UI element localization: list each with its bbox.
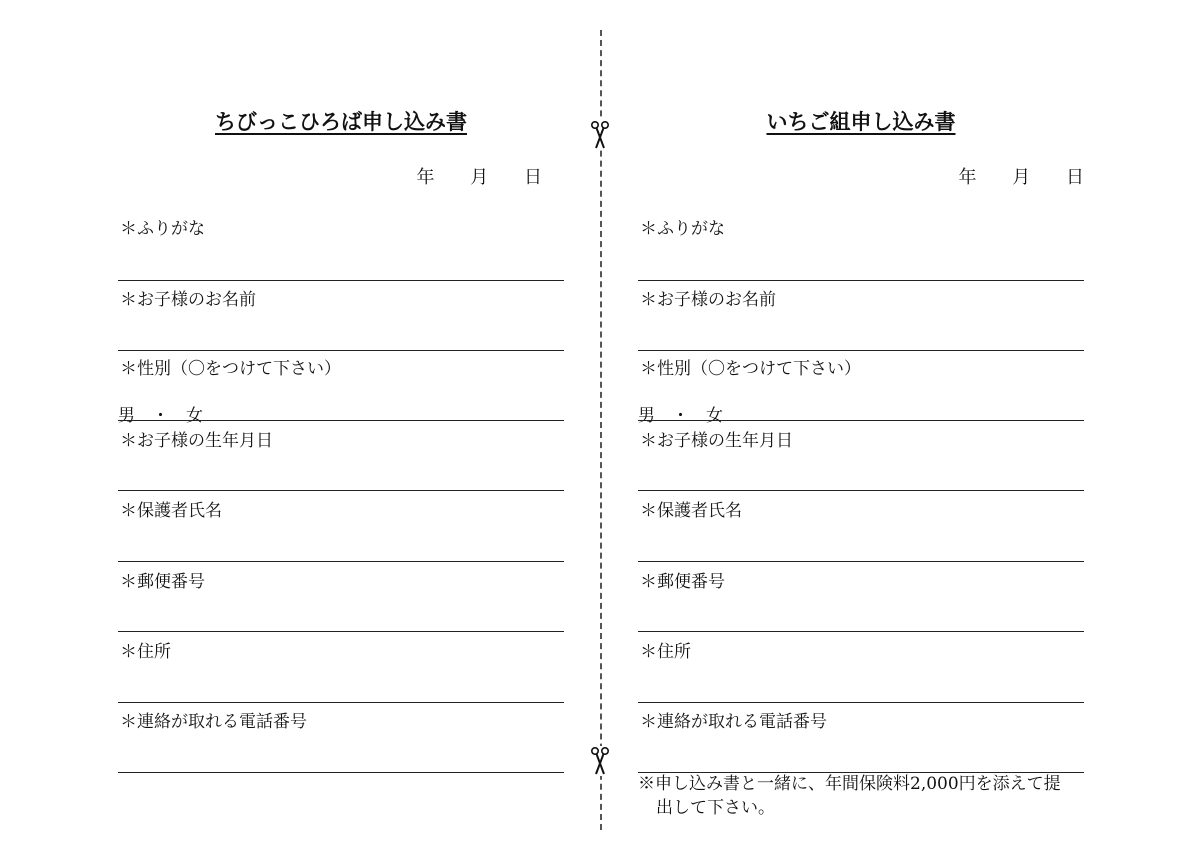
answer-line	[638, 420, 1084, 421]
answer-line	[118, 772, 564, 773]
answer-line	[118, 561, 564, 562]
field-label: ＊連絡が取れる電話番号	[120, 712, 307, 732]
answer-line	[638, 702, 1084, 703]
day-label: 日	[1066, 167, 1084, 188]
form-title: ちびっこひろば申し込み書	[215, 109, 467, 134]
field-label: ＊保護者氏名	[120, 501, 222, 521]
insurance-note	[638, 772, 1084, 820]
date-row	[959, 163, 1084, 189]
month-label: 月	[470, 167, 489, 188]
field-label: ＊ふりがな	[640, 219, 725, 239]
answer-line	[638, 350, 1084, 351]
gender-options[interactable]: 男 ・ 女	[118, 406, 203, 426]
field-label: ＊性別（〇をつけて下さい）	[120, 359, 341, 379]
field-label: ＊郵便番号	[120, 572, 205, 592]
date-row	[417, 163, 542, 189]
month-label: 月	[1012, 167, 1031, 188]
field-label: ＊連絡が取れる電話番号	[640, 712, 827, 732]
answer-line	[118, 280, 564, 281]
field-label: ＊性別（〇をつけて下さい）	[640, 359, 861, 379]
form-title: いちご組申し込み書	[766, 109, 956, 134]
answer-line	[638, 631, 1084, 632]
field-label: ＊お子様の生年月日	[640, 431, 793, 451]
field-label: ＊お子様のお名前	[120, 290, 256, 310]
day-label: 日	[524, 167, 542, 188]
answer-line	[118, 420, 564, 421]
note-line: 出して下さい。	[656, 798, 775, 818]
answer-line	[118, 631, 564, 632]
year-label: 年	[416, 167, 435, 188]
note-line: ※申し込み書と一緒に、年間保険料2,000円を添えて提	[638, 774, 1061, 794]
field-label: ＊住所	[640, 642, 691, 662]
gender-options[interactable]: 男 ・ 女	[638, 406, 723, 426]
field-label: ＊お子様の生年月日	[120, 431, 273, 451]
answer-line	[638, 280, 1084, 281]
field-label: ＊郵便番号	[640, 572, 725, 592]
field-label: ＊ふりがな	[120, 219, 205, 239]
answer-line	[118, 702, 564, 703]
field-label: ＊お子様のお名前	[640, 290, 776, 310]
answer-line	[118, 350, 564, 351]
answer-line	[638, 561, 1084, 562]
field-label: ＊住所	[120, 642, 171, 662]
answer-line	[638, 490, 1084, 491]
year-label: 年	[958, 167, 977, 188]
scissors-icon	[588, 120, 612, 150]
scissors-icon	[588, 746, 612, 776]
field-label: ＊保護者氏名	[640, 501, 742, 521]
answer-line	[118, 490, 564, 491]
